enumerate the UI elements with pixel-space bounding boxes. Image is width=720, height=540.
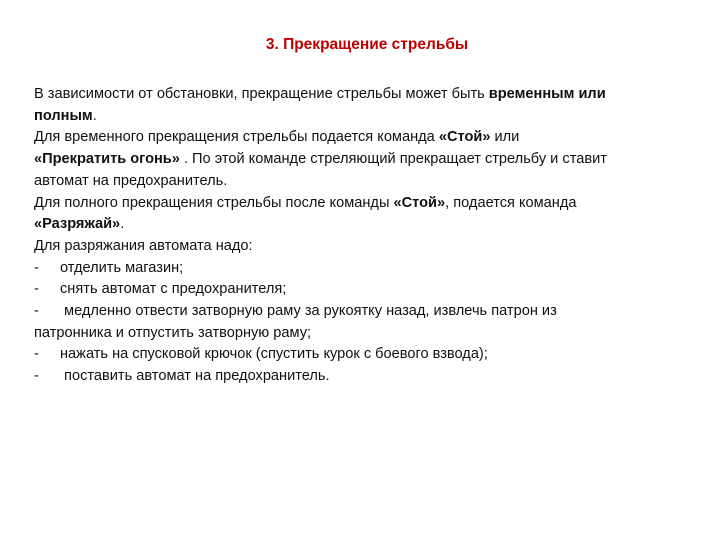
slide-title: 3. Прекращение стрельбы (265, 36, 469, 53)
full-text-2: , подается команда (445, 194, 577, 211)
intro-end: . (92, 107, 97, 124)
list-item-text: поставить автомат на предохранитель. (60, 368, 330, 385)
paragraph-full-line-2 (34, 214, 694, 236)
temporary-text-2: . По этой команде стреляющий прекращает стрельбу и ставит (179, 151, 607, 168)
temporary-text: Для временного прекращения стрельбы подается команда (34, 129, 439, 146)
slide-body (34, 84, 694, 388)
list-item-5 (34, 366, 694, 388)
full-text: Для полного прекращения стрельбы после команды (34, 194, 394, 211)
list-item-3-continued: патронника и отпустить затворную раму; (34, 324, 312, 341)
full-end: . (120, 216, 125, 233)
list-dash: - (34, 259, 39, 276)
intro-bold-temporary: временным или (488, 86, 606, 102)
list-item-2 (34, 279, 694, 301)
list-item-1 (34, 258, 694, 280)
list-item-text: медленно отвести затворную раму за рукоятку назад, извлечь патрон из (60, 303, 557, 320)
paragraph-temporary-line-3: автомат на предохранитель. (34, 172, 228, 189)
list-dash: - (34, 303, 39, 320)
list-item-3 (34, 301, 694, 323)
command-stop: «Стой» (438, 129, 491, 146)
paragraph-temporary-line-2 (34, 149, 694, 171)
intro-text: В зависимости от обстановки, прекращение стрельбы может быть (34, 86, 489, 102)
list-item-text: снять автомат с предохранителя; (60, 281, 287, 298)
paragraph-intro-line-2 (34, 106, 694, 128)
temporary-or: или (490, 129, 520, 146)
unload-heading: Для разряжания автомата надо: (34, 237, 253, 254)
command-stop-full: «Стой» (393, 194, 446, 211)
list-dash: - (34, 368, 39, 385)
list-item-text: отделить магазин; (60, 259, 184, 276)
list-item-text: нажать на спусковой крючок (спустить курок с боевого взвода); (60, 346, 488, 363)
paragraph-intro-line-1 (34, 84, 694, 106)
list-dash: - (34, 346, 39, 363)
intro-bold-full: полным (34, 107, 93, 124)
paragraph-temporary-line-1 (34, 127, 694, 149)
list-item-4 (34, 344, 694, 366)
paragraph-full-line-1 (34, 193, 694, 215)
command-unload: «Разряжай» (34, 216, 121, 233)
list-dash: - (34, 281, 39, 298)
command-cease-fire: «Прекратить огонь» (34, 151, 180, 168)
